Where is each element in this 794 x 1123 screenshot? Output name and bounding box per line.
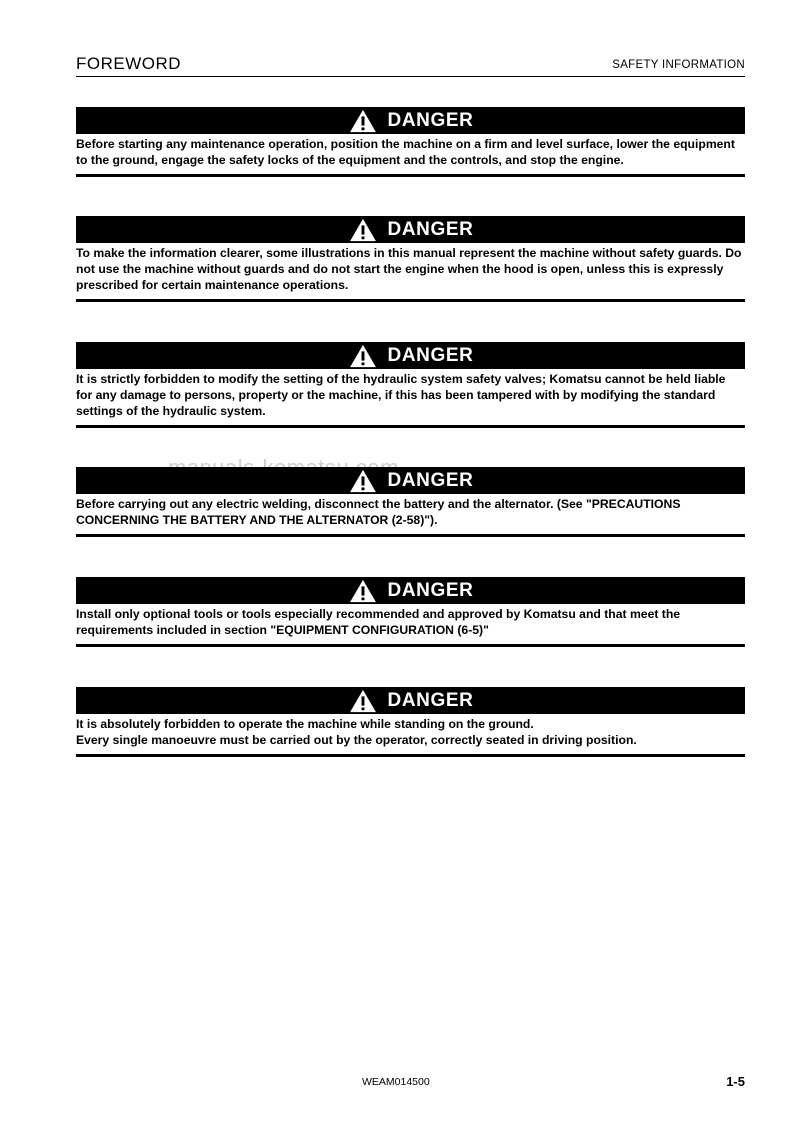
danger-text bbox=[76, 134, 745, 177]
warning-triangle-icon bbox=[348, 344, 378, 368]
danger-banner bbox=[76, 342, 745, 369]
danger-text bbox=[76, 494, 745, 537]
warning-triangle-icon bbox=[348, 469, 378, 493]
danger-label: DANGER bbox=[387, 689, 474, 711]
danger-notice bbox=[76, 577, 745, 647]
danger-label: DANGER bbox=[387, 469, 474, 491]
danger-label: DANGER bbox=[387, 344, 474, 366]
danger-label: DANGER bbox=[387, 218, 474, 240]
document-code: WEAM014500 bbox=[362, 1076, 430, 1088]
danger-text-line: Install only optional tools or tools especially recommended and approved by Komatsu and that meet the requirements included in section "EQUIPMENT CONFIGURATION (6-5)" bbox=[76, 607, 681, 637]
danger-notice bbox=[76, 342, 745, 428]
danger-banner bbox=[76, 467, 745, 494]
danger-text-line: It is strictly forbidden to modify the setting of the hydraulic system safety valves; Komatsu cannot be held liable for any damage to persons, property or the machine, if this has been tampered with by modifying the standard settings of the hydraulic system. bbox=[76, 372, 726, 418]
danger-text-line: Before starting any maintenance operation, position the machine on a firm and level surface, lower the equipment to the ground, engage the safety locks of the equipment and the controls, and stop the engine. bbox=[76, 137, 735, 167]
danger-notice bbox=[76, 107, 745, 177]
page-header bbox=[76, 54, 745, 77]
danger-text-line: It is absolutely forbidden to operate the machine while standing on the ground. bbox=[76, 717, 534, 731]
danger-notice bbox=[76, 467, 745, 537]
danger-notice bbox=[76, 687, 745, 757]
section-title: FOREWORD bbox=[76, 54, 182, 73]
chapter-title: SAFETY INFORMATION bbox=[612, 59, 745, 71]
warning-triangle-icon bbox=[348, 218, 378, 242]
danger-notice bbox=[76, 216, 745, 302]
danger-text-line: Every single manoeuvre must be carried out by the operator, correctly seated in driving position. bbox=[76, 733, 637, 747]
danger-text-line: Before carrying out any electric welding, disconnect the battery and the alternator. (See "PRECAUTIONS CONCERNING THE BATTERY AND THE ALTERNATOR (2-58)"). bbox=[76, 497, 681, 527]
danger-banner bbox=[76, 107, 745, 134]
warning-triangle-icon bbox=[348, 689, 378, 713]
danger-text bbox=[76, 604, 745, 647]
danger-banner bbox=[76, 577, 745, 604]
danger-label: DANGER bbox=[387, 109, 474, 131]
danger-text-line: To make the information clearer, some illustrations in this manual represent the machine without safety guards. Do not use the machine without guards and do not start the engine when the hood is open, unless this is expressly prescribed for certain maintenance operations. bbox=[76, 246, 742, 292]
warning-triangle-icon bbox=[348, 109, 378, 133]
danger-text bbox=[76, 243, 745, 302]
page-number: 1-5 bbox=[726, 1074, 745, 1089]
danger-banner bbox=[76, 687, 745, 714]
danger-text bbox=[76, 369, 745, 428]
danger-banner bbox=[76, 216, 745, 243]
danger-label: DANGER bbox=[387, 579, 474, 601]
danger-text bbox=[76, 714, 745, 757]
warning-triangle-icon bbox=[348, 579, 378, 603]
